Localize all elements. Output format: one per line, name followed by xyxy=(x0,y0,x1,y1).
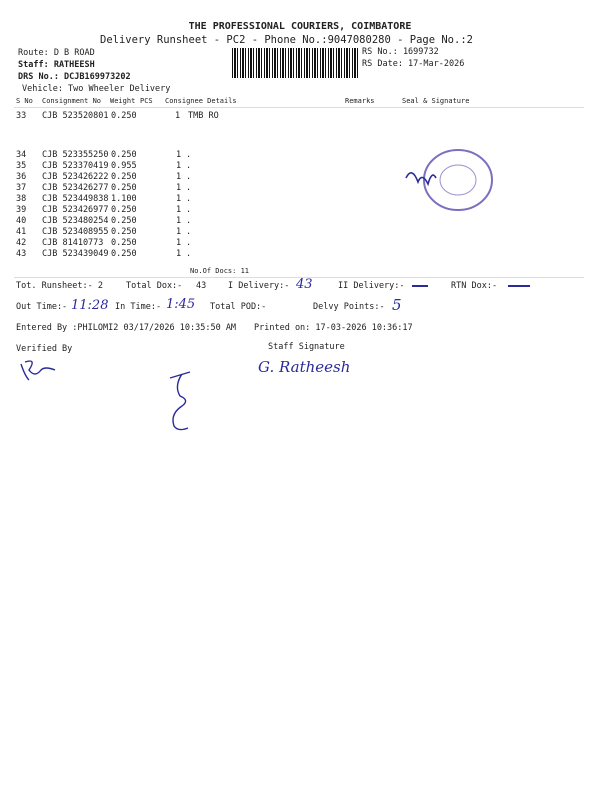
row-pcs: 1 xyxy=(176,172,182,182)
header-divider xyxy=(14,107,584,108)
row-consignee-details: . xyxy=(186,249,192,259)
row-consignment-no: CJB 523370419 xyxy=(42,161,109,171)
printed-on: Printed on: 17-03-2026 10:36:17 xyxy=(254,323,413,333)
table-row xyxy=(0,249,300,260)
handwritten-mark xyxy=(160,366,210,436)
tot-runsheet: Tot. Runsheet:- 2 xyxy=(16,281,103,291)
col-consignment: Consignment No xyxy=(42,97,102,105)
staff: Staff: RATHEESH xyxy=(18,60,95,70)
table-row xyxy=(0,205,300,216)
table-row xyxy=(0,194,300,205)
row-weight: 0.250 xyxy=(111,238,137,248)
row-pcs: 1 xyxy=(176,249,182,259)
verified-by: Verified By xyxy=(16,344,73,354)
row-consignee-details: . xyxy=(186,161,192,171)
row-consignment-no: CJB 523355250 xyxy=(42,150,109,160)
staff-signature-label: Staff Signature xyxy=(268,342,345,352)
row-weight: 0.250 xyxy=(111,205,137,215)
row-consignment-no: CJB 81410773 xyxy=(42,238,104,248)
seal-stamp xyxy=(400,148,500,218)
table-row xyxy=(0,238,300,249)
row-sno: 39 xyxy=(16,205,27,215)
row-weight: 0.250 xyxy=(111,227,137,237)
rtn-dox-label: RTN Dox:- xyxy=(451,281,498,291)
row-sno: 33 xyxy=(16,111,27,121)
rs-no: RS No.: 1699732 xyxy=(362,47,439,57)
table-row xyxy=(0,161,300,172)
row-pcs: 1 xyxy=(175,111,181,121)
table-row xyxy=(0,111,300,122)
table-row xyxy=(0,150,300,161)
col-seal: Seal & Signature xyxy=(402,97,470,105)
row-consignee-details: . xyxy=(186,172,192,182)
row-sno: 35 xyxy=(16,161,27,171)
row-pcs: 1 xyxy=(176,194,182,204)
in-time-value: 1:45 xyxy=(166,297,196,312)
row-consignee-details: . xyxy=(186,227,192,237)
row-pcs: 1 xyxy=(176,183,182,193)
row-weight: 1.100 xyxy=(111,194,137,204)
total-dox: 43 xyxy=(196,281,207,291)
col-remarks: Remarks xyxy=(345,97,375,105)
row-consignee-details: . xyxy=(186,205,192,215)
col-sno: S No xyxy=(16,97,33,105)
barcode xyxy=(232,48,360,78)
col-pcs: PCS xyxy=(140,97,153,105)
delvy-points-label: Delvy Points:- xyxy=(313,302,385,312)
col-details: Consignee Details xyxy=(165,97,237,105)
row-consignment-no: CJB 523426222 xyxy=(42,172,109,182)
row-sno: 36 xyxy=(16,172,27,182)
row-weight: 0.250 xyxy=(111,172,137,182)
runsheet-subtitle: Delivery Runsheet - PC2 - Phone No.:9047080280 - Page No.:2 xyxy=(100,34,473,46)
row-sno: 42 xyxy=(16,238,27,248)
rtn-dox-dash xyxy=(508,285,530,287)
rs-date: RS Date: 17-Mar-2026 xyxy=(362,59,465,69)
out-time-label: Out Time:- xyxy=(16,302,68,312)
row-pcs: 1 xyxy=(176,205,182,215)
col-weight: Weight xyxy=(110,97,136,105)
verifier-signature xyxy=(15,356,65,386)
row-consignment-no: CJB 523480254 xyxy=(42,216,109,226)
out-time-value: 11:28 xyxy=(71,298,109,313)
vehicle: Vehicle: Two Wheeler Delivery xyxy=(22,84,171,94)
delvy-points-value: 5 xyxy=(392,296,402,314)
row-pcs: 1 xyxy=(176,227,182,237)
table-row xyxy=(0,183,300,194)
company-title: THE PROFESSIONAL COURIERS, COIMBATORE xyxy=(188,21,412,32)
row-weight: 0.250 xyxy=(111,216,137,226)
staff-signature: G. Ratheesh xyxy=(258,358,351,376)
total-pod-label: Total POD:- xyxy=(210,302,267,312)
table-row xyxy=(0,172,300,183)
ii-delivery-dash xyxy=(412,285,428,287)
row-sno: 37 xyxy=(16,183,27,193)
row-sno: 34 xyxy=(16,150,27,160)
row-weight: 0.250 xyxy=(111,249,137,259)
row-weight: 0.250 xyxy=(111,183,137,193)
no-of-docs: No.Of Docs: 11 xyxy=(190,267,250,275)
row-sno: 38 xyxy=(16,194,27,204)
i-delivery-value: 43 xyxy=(296,277,313,292)
row-consignment-no: CJB 523426977 xyxy=(42,205,109,215)
entered-by: Entered By :PHILOMI2 03/17/2026 10:35:50 AM xyxy=(16,323,237,333)
row-weight: 0.250 xyxy=(111,111,137,121)
row-pcs: 1 xyxy=(176,150,182,160)
row-sno: 40 xyxy=(16,216,27,226)
row-consignment-no: CJB 523426277 xyxy=(42,183,109,193)
in-time-label: In Time:- xyxy=(115,302,162,312)
row-consignment-no: CJB 523449838 xyxy=(42,194,109,204)
row-consignee-details: . xyxy=(186,150,192,160)
route: Route: D B ROAD xyxy=(18,48,95,58)
row-sno: 41 xyxy=(16,227,27,237)
row-consignee-details: . xyxy=(186,238,192,248)
row-consignee-details: . xyxy=(186,216,192,226)
row-sno: 43 xyxy=(16,249,27,259)
row-pcs: 1 xyxy=(176,161,182,171)
drs-no: DRS No.: DCJB169973202 xyxy=(18,72,131,82)
total-dox-label: Total Dox:- xyxy=(126,281,183,291)
row-consignment-no: CJB 523439049 xyxy=(42,249,109,259)
row-pcs: 1 xyxy=(176,216,182,226)
table-row xyxy=(0,227,300,238)
row-consignee-details: TMB RO xyxy=(188,111,219,121)
ii-delivery-label: II Delivery:- xyxy=(338,281,405,291)
table-row xyxy=(0,216,300,227)
row-consignee-details: . xyxy=(186,183,192,193)
row-weight: 0.250 xyxy=(111,150,137,160)
i-delivery-label: I Delivery:- xyxy=(228,281,290,291)
row-pcs: 1 xyxy=(176,238,182,248)
row-consignment-no: CJB 523520801 xyxy=(42,111,109,121)
row-consignment-no: CJB 523408955 xyxy=(42,227,109,237)
row-weight: 0.955 xyxy=(111,161,137,171)
row-consignee-details: . xyxy=(186,194,192,204)
